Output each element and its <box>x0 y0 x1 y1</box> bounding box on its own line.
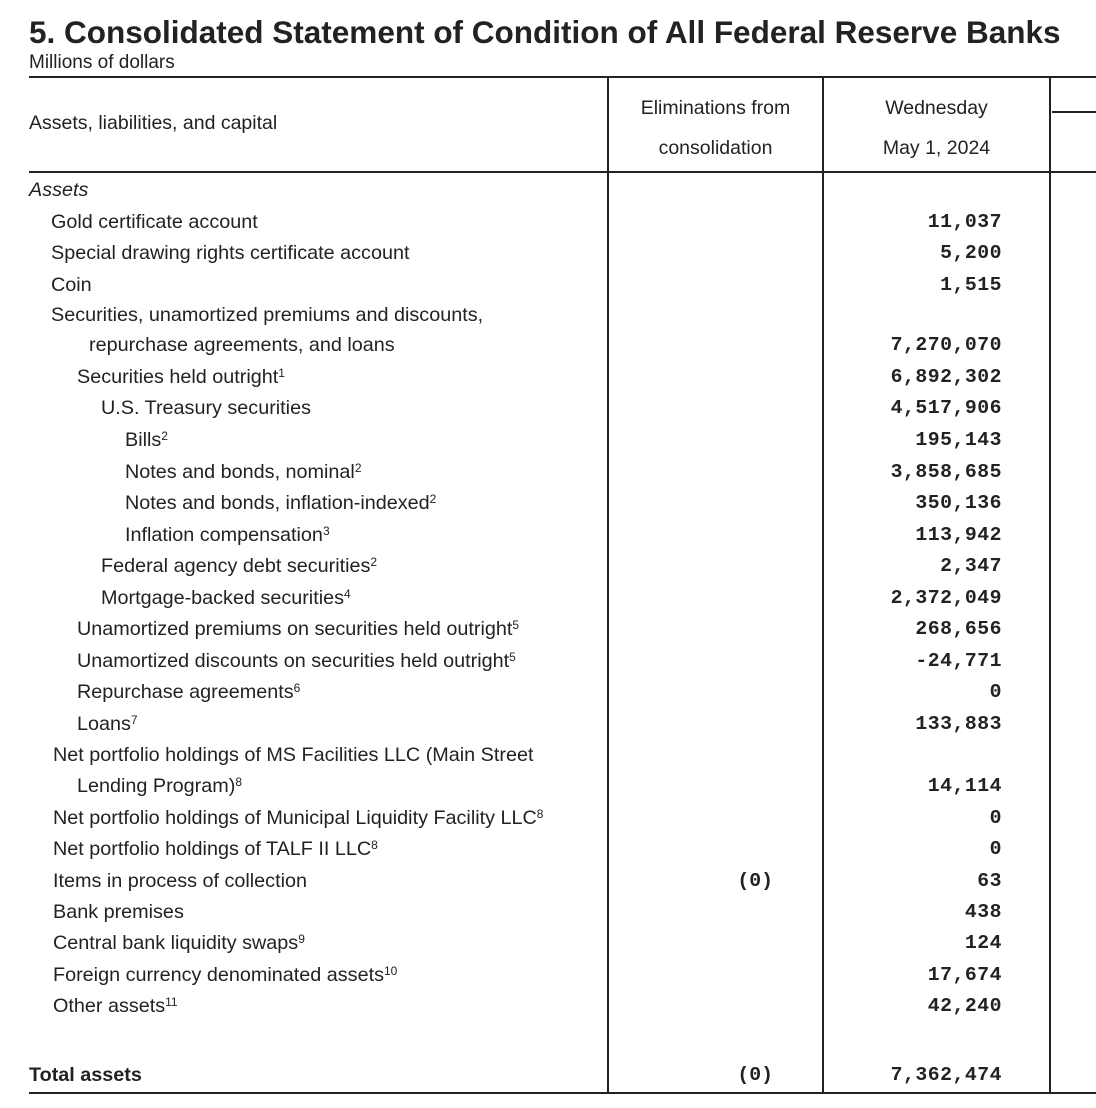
table-row <box>0 304 1096 361</box>
total-label: Total assets <box>29 1064 142 1086</box>
row-value: 0 <box>989 681 1002 703</box>
row-label: Securities held outright$^1$ <box>77 366 285 388</box>
row-value: 195,143 <box>915 429 1002 451</box>
page-title: 5. Consolidated Statement of Condition of All Federal Reserve Banks <box>29 14 1061 50</box>
row-value: 2,347 <box>940 555 1002 577</box>
header-date-line2: May 1, 2024 <box>882 137 991 159</box>
row-label: Bank premises <box>53 901 184 923</box>
table-row <box>0 238 1096 269</box>
row-label: Notes and bonds, inflation-indexed$^2$ <box>125 492 437 514</box>
row-value: -24,771 <box>915 650 1002 672</box>
row-value: 124 <box>964 932 1002 954</box>
table-row <box>0 457 1096 488</box>
row-value: 7,270,070 <box>890 334 1002 356</box>
row-label: U.S. Treasury securities <box>101 397 311 419</box>
total-elimination-value: (0) <box>737 1064 773 1086</box>
row-value: 438 <box>964 901 1002 923</box>
row-label: Securities, unamortized premiums and discounts, <box>51 304 484 326</box>
row-label: Gold certificate account <box>51 211 258 233</box>
table-row <box>0 709 1096 740</box>
total-value: 7,362,474 <box>890 1064 1002 1086</box>
row-elimination-value: (0) <box>737 870 773 892</box>
table-row <box>0 551 1096 582</box>
units-subtitle: Millions of dollars <box>29 52 175 73</box>
row-label: Repurchase agreements$^6$ <box>77 681 301 703</box>
row-value: 6,892,302 <box>890 366 1002 388</box>
table-row <box>0 677 1096 708</box>
row-value: 268,656 <box>915 618 1002 640</box>
table-row <box>0 425 1096 456</box>
header-bottom-rule <box>29 171 1096 173</box>
row-label: Loans$^7$ <box>77 713 138 735</box>
table-row <box>0 646 1096 677</box>
table-row <box>0 207 1096 238</box>
table-bottom-rule <box>29 1092 1096 1094</box>
table-row <box>0 583 1096 614</box>
table-row <box>0 520 1096 551</box>
row-value: 14,114 <box>927 775 1002 797</box>
row-label: Inflation compensation$^3$ <box>125 524 330 546</box>
table-row <box>0 803 1096 834</box>
row-label-continued: Lending Program)$^8$ <box>77 775 243 797</box>
header-label-column <box>29 103 277 144</box>
row-label: Central bank liquidity swaps$^9$ <box>53 932 305 954</box>
section-heading: Assets <box>29 179 89 201</box>
row-value: 11,037 <box>927 211 1002 233</box>
table-row <box>0 897 1096 928</box>
table-row <box>0 866 1096 897</box>
row-label-continued: repurchase agreements, and loans <box>89 334 395 356</box>
section-heading-row <box>0 175 1096 206</box>
table-row <box>0 488 1096 519</box>
table-row <box>0 744 1096 802</box>
table-row <box>0 362 1096 393</box>
row-value: 133,883 <box>915 713 1002 735</box>
row-label: Unamortized discounts on securities held outright$^5$ <box>77 650 516 672</box>
row-label: Federal agency debt securities$^2$ <box>101 555 378 577</box>
row-value: 0 <box>989 807 1002 829</box>
row-label: Net portfolio holdings of MS Facilities LLC (Main Street <box>53 744 534 766</box>
row-value: 0 <box>989 838 1002 860</box>
row-value: 113,942 <box>915 524 1002 546</box>
row-label: Unamortized premiums on securities held outright$^5$ <box>77 618 520 640</box>
table-row <box>0 834 1096 865</box>
table-row <box>0 270 1096 301</box>
header-label-text: Assets, liabilities, and capital <box>29 112 278 134</box>
row-label: Net portfolio holdings of TALF II LLC$^8$ <box>53 838 378 860</box>
header-date-line1: Wednesday <box>885 97 988 119</box>
header-elim-column <box>609 88 822 168</box>
total-row <box>0 1060 1096 1091</box>
row-label: Net portfolio holdings of Municipal Liquidity Facility LLC$^8$ <box>53 807 544 829</box>
row-value: 63 <box>977 870 1002 892</box>
row-label: Items in process of collection <box>53 870 307 892</box>
header-elim-line1: Eliminations from <box>640 97 791 119</box>
header-elim-line2: consolidation <box>658 137 773 159</box>
row-value: 1,515 <box>940 274 1002 296</box>
header-date-column <box>824 88 1049 168</box>
row-value: 3,858,685 <box>890 461 1002 483</box>
row-value: 17,674 <box>927 964 1002 986</box>
row-value: 350,136 <box>915 492 1002 514</box>
row-label: Bills$^2$ <box>125 429 168 451</box>
row-value: 4,517,906 <box>890 397 1002 419</box>
row-label: Foreign currency denominated assets$^{10}$ <box>53 964 398 986</box>
table-row <box>0 960 1096 991</box>
table-row <box>0 991 1096 1022</box>
row-label: Other assets$^{11}$ <box>53 995 178 1017</box>
header-top-rule <box>29 76 1096 78</box>
next-column-header-rule <box>1052 111 1096 113</box>
row-label: Special drawing rights certificate account <box>51 242 410 264</box>
row-value: 5,200 <box>940 242 1002 264</box>
row-value: 42,240 <box>927 995 1002 1017</box>
table-row <box>0 393 1096 424</box>
table-row <box>0 614 1096 645</box>
row-value: 2,372,049 <box>890 587 1002 609</box>
row-label: Coin <box>51 274 92 296</box>
table-row <box>0 928 1096 959</box>
row-label: Notes and bonds, nominal$^2$ <box>125 461 362 483</box>
row-label: Mortgage-backed securities$^4$ <box>101 587 351 609</box>
